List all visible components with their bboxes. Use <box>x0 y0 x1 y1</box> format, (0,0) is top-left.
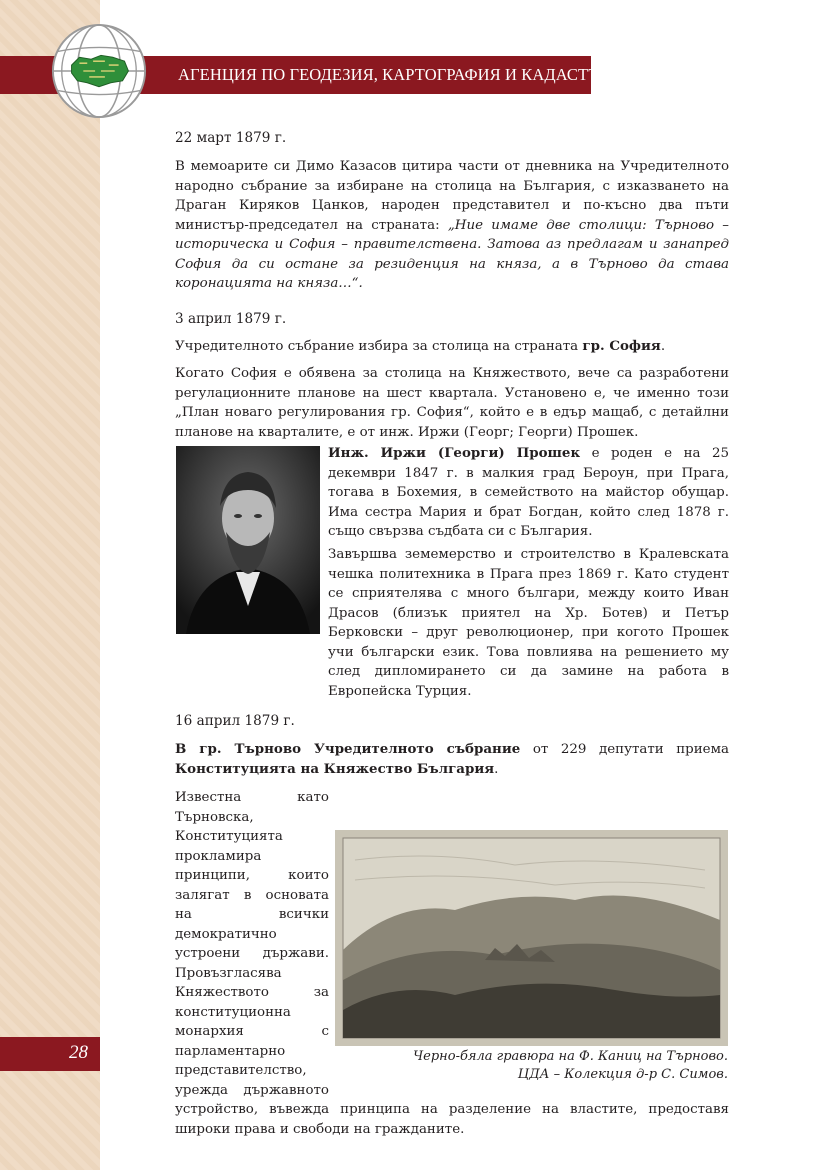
constitution-description: Известна като Търновска, Конституцията прокламира принципи, които залягат в основата на всички демократично устроени държави. Провъзгласява Княжеството за конституционна монархия с парламентарно представителство, урежда държавното устройство, въвежда принципа на разделение на властите, предоставя широки права и свободи на гражданите. <box>175 790 729 1137</box>
decorative-sidebar <box>0 0 100 1170</box>
constitution-mid: от 229 депутати приема <box>520 742 729 757</box>
capital-bold: гр. София <box>582 338 661 354</box>
date-16-april: 16 април 1879 г. <box>175 713 295 729</box>
constitution-lead: В гр. Търново Учредителното събрание <box>175 741 521 757</box>
section-2-p2: Когато София е обявена за столица на Княжеството, вече са разработени регулационните планове на шест квартала. Установено е, че именно този „План новаго регулирования гр. София“, който е в едър мащаб, с детайлни планове на кварталите, е от инж. Иржи (Георг; Георги) Прошек. <box>175 366 729 440</box>
constitution-end: . <box>494 761 499 777</box>
section-3-p1 <box>175 740 729 779</box>
engraving-caption <box>380 1048 728 1084</box>
page-number: 28 <box>69 1042 88 1063</box>
section-1-quote: „Ние имаме две столици: Търново – историческа и София – правителствена. Затова аз предлагам и занапред София да си остане за резиденция на княза, а в Търново да става коронацията на княза…“. <box>175 217 730 291</box>
section-1-paragraph <box>175 157 729 294</box>
globe-logo-icon <box>50 22 148 120</box>
agency-title: АГЕНЦИЯ ПО ГЕОДЕЗИЯ, КАРТОГРАФИЯ И КАДАСТЪР <box>178 65 610 84</box>
section-2-p3 <box>328 444 729 542</box>
section-1-intro: В мемоарите си Димо Казасов цитира части от дневника на Учредителното народно събрание за избиране на столица на България, с изказването на Драган Киряков Цанков, народен представител и по-късно два пъти министър-председател на страната: <box>175 159 729 233</box>
date-3-april: 3 април 1879 г. <box>175 311 287 327</box>
date-22-march: 22 март 1879 г. <box>175 130 287 146</box>
proshek-bio: е роден е на 25 декември 1847 г. в малкия град Бероун, при Прага, тогава в Бохемия, в семейството на майстор обущар. Има сестра Мария и брат Богдан, който след 1878 г. също свързва съдбата си с България. <box>328 446 729 539</box>
section-2-p1 <box>175 337 729 357</box>
caption-line-1: Черно-бяла гравюра на Ф. Каниц на Търново. <box>413 1049 728 1064</box>
caption-line-2: ЦДА – Колекция д-р С. Симов. <box>517 1067 728 1082</box>
proshek-name: Инж. Иржи (Георги) Прошек <box>328 445 581 461</box>
section-2-p4-wrap <box>328 545 729 699</box>
section-2-p4: Завършва земемерство и строителство в Кралевската чешка политехника в Прага през 1869 г. Като студент се сприятелява с много българи, между които Иван Драсов (близък приятел на Хр. Ботев) и Петър Берковски – друг революционер, при когото Прошек учи български език. Това повлиява на решението му след дипломирането си да замине на работа в Европейска Турция. <box>328 547 729 699</box>
capital-text: Учредителното събрание избира за столица на страната <box>175 339 583 354</box>
capital-end: . <box>660 339 666 354</box>
portrait-photo <box>176 446 320 634</box>
page-number-box <box>0 1037 100 1071</box>
constitution-bold: Конституцията на Княжество България <box>175 760 495 777</box>
